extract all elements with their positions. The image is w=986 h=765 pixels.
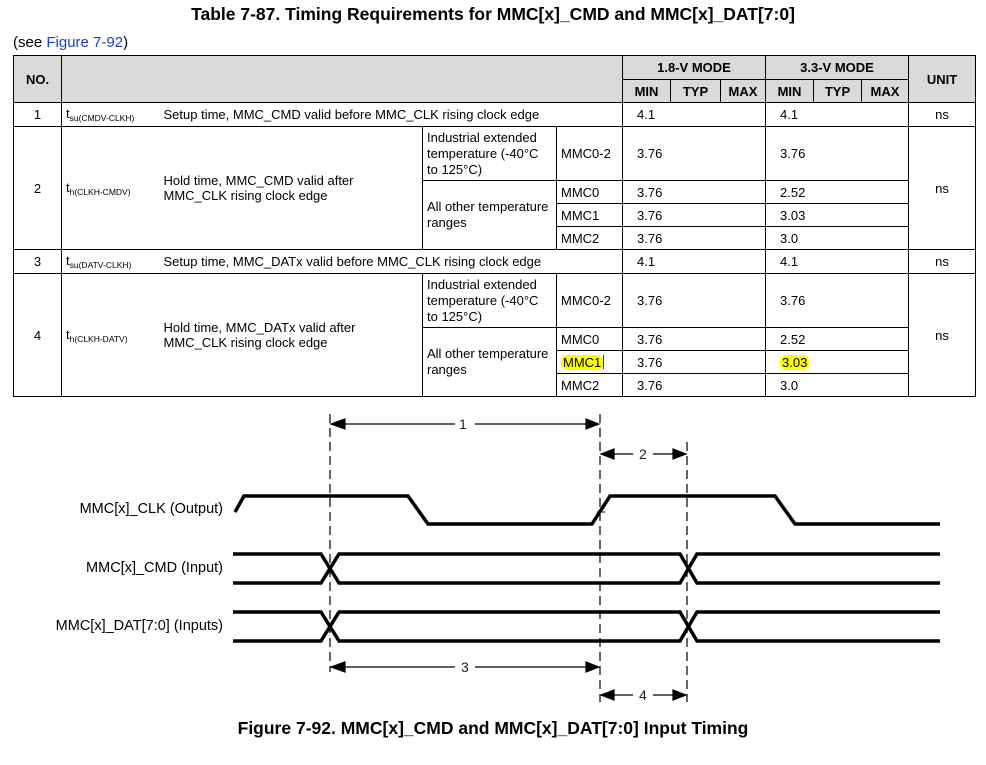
signal-label-cmd: MMC[x]_CMD (Input) xyxy=(86,560,223,576)
highlight-mark: MMC1 xyxy=(563,354,602,370)
header-min-18: MIN xyxy=(623,80,671,103)
max-33 xyxy=(862,328,909,351)
temp-range-other: All other temperature ranges xyxy=(423,181,557,250)
table-row xyxy=(14,103,976,127)
param-symbol: $t_{h(CLKH-DATV)}$ xyxy=(62,274,160,397)
marker-3: 3 xyxy=(461,659,469,675)
header-parameter xyxy=(62,56,623,103)
max-33 xyxy=(862,374,909,397)
min-33: 4.1 xyxy=(766,250,814,274)
max-18 xyxy=(721,181,766,204)
typ-33 xyxy=(814,204,862,227)
param-description: Setup time, MMC_CMD valid before MMC_CLK rising clock edge xyxy=(160,103,623,127)
min-18: 3.76 xyxy=(623,227,671,250)
max-18 xyxy=(721,374,766,397)
min-18: 3.76 xyxy=(623,351,671,374)
max-18 xyxy=(721,250,766,274)
max-18 xyxy=(721,127,766,181)
max-18 xyxy=(721,274,766,328)
max-33 xyxy=(862,227,909,250)
temp-range-industrial: Industrial extended temperature (-40°C to 125°C) xyxy=(423,274,557,328)
typ-33 xyxy=(814,274,862,328)
typ-33 xyxy=(814,103,862,127)
max-33 xyxy=(862,127,909,181)
typ-18 xyxy=(671,227,721,250)
reference-dashed-lines xyxy=(330,414,687,702)
table-title: Table 7-87. Timing Requirements for MMC[x]_CMD and MMC[x]_DAT[7:0] xyxy=(191,4,795,24)
param-description: Hold time, MMC_DATx valid after MMC_CLK rising clock edge xyxy=(160,274,423,397)
highlight-mark: 3.03 xyxy=(782,354,808,370)
param-description: Hold time, MMC_CMD valid after MMC_CLK rising clock edge xyxy=(160,127,423,250)
max-33 xyxy=(862,181,909,204)
see-figure-note xyxy=(13,34,128,51)
param-symbol: $t_{su(DATV-CLKH)}$ xyxy=(62,250,160,274)
timing-requirements-table xyxy=(13,55,976,397)
typ-33 xyxy=(814,181,862,204)
min-33: 3.0 xyxy=(766,374,814,397)
figure-link[interactable]: Figure 7-92 xyxy=(46,34,124,51)
header-max-18: MAX xyxy=(721,80,766,103)
signal-label-dat: MMC[x]_DAT[7:0] (Inputs) xyxy=(55,618,223,634)
typ-18 xyxy=(671,328,721,351)
typ-18 xyxy=(671,351,721,374)
header-typ-18: TYP xyxy=(671,80,721,103)
max-18 xyxy=(721,204,766,227)
clk-waveform xyxy=(235,496,940,524)
header-min-33: MIN xyxy=(766,80,814,103)
typ-18 xyxy=(671,127,721,181)
row-no: 2 xyxy=(14,127,62,250)
typ-33 xyxy=(814,328,862,351)
header-unit: UNIT xyxy=(909,56,976,103)
typ-33 xyxy=(814,250,862,274)
signal-label-clk: MMC[x]_CLK (Output) xyxy=(79,501,223,517)
min-33: 4.1 xyxy=(766,103,814,127)
instance: MMC0-2 xyxy=(557,274,623,328)
min-18: 3.76 xyxy=(623,127,671,181)
marker-1: 1 xyxy=(459,416,467,432)
dimension-arrows xyxy=(331,419,686,700)
table-row xyxy=(14,274,976,328)
header-1-8v-mode: 1.8-V MODE xyxy=(623,56,766,80)
min-33: 2.52 xyxy=(766,181,814,204)
temp-range-other: All other temperature ranges xyxy=(423,328,557,397)
max-18 xyxy=(721,351,766,374)
min-18: 3.76 xyxy=(623,274,671,328)
header-3-3v-mode: 3.3-V MODE xyxy=(766,56,909,80)
instance: MMC2 xyxy=(557,374,623,397)
marker-4: 4 xyxy=(639,687,647,703)
typ-18 xyxy=(671,204,721,227)
figure-caption: Figure 7-92. MMC[x]_CMD and MMC[x]_DAT[7:0] Input Timing xyxy=(237,718,749,738)
max-18 xyxy=(721,227,766,250)
marker-2: 2 xyxy=(639,446,647,462)
typ-18 xyxy=(671,250,721,274)
max-18 xyxy=(721,328,766,351)
unit: ns xyxy=(909,103,976,127)
min-33: 3.0 xyxy=(766,227,814,250)
min-18: 3.76 xyxy=(623,204,671,227)
instance: MMC2 xyxy=(557,227,623,250)
param-symbol: $t_{su(CMDV-CLKH)}$ xyxy=(62,103,160,127)
dat-waveform xyxy=(233,612,940,641)
instance: MMC0 xyxy=(557,328,623,351)
header-typ-33: TYP xyxy=(814,80,862,103)
min-33: 3.03 xyxy=(766,204,814,227)
instance: MMC1 xyxy=(557,204,623,227)
table-row xyxy=(14,127,976,181)
min-33: 3.76 xyxy=(766,127,814,181)
row-no: 4 xyxy=(14,274,62,397)
max-33 xyxy=(862,250,909,274)
instance: MMC0 xyxy=(557,181,623,204)
min-18: 4.1 xyxy=(623,250,671,274)
cmd-waveform xyxy=(233,554,940,583)
min-33: 3.76 xyxy=(766,274,814,328)
see-suffix: ) xyxy=(123,34,129,51)
header-no: NO. xyxy=(14,56,62,103)
min-33: 2.52 xyxy=(766,328,814,351)
typ-33 xyxy=(814,127,862,181)
row-no: 3 xyxy=(14,250,62,274)
see-prefix: (see xyxy=(13,34,47,51)
row-no: 1 xyxy=(14,103,62,127)
typ-33 xyxy=(814,374,862,397)
typ-33 xyxy=(814,351,862,374)
min-18: 4.1 xyxy=(623,103,671,127)
param-description: Setup time, MMC_DATx valid before MMC_CLK rising clock edge xyxy=(160,250,623,274)
header-max-33: MAX xyxy=(862,80,909,103)
max-33 xyxy=(862,351,909,374)
min-18: 3.76 xyxy=(623,181,671,204)
max-33 xyxy=(862,103,909,127)
max-33 xyxy=(862,274,909,328)
temp-range-industrial: Industrial extended temperature (-40°C to 125°C) xyxy=(423,127,557,181)
param-symbol: $t_{h(CLKH-CMDV)}$ xyxy=(62,127,160,250)
typ-33 xyxy=(814,227,862,250)
typ-18 xyxy=(671,274,721,328)
min-18: 3.76 xyxy=(623,374,671,397)
max-18 xyxy=(721,103,766,127)
table-row xyxy=(14,250,976,274)
typ-18 xyxy=(671,181,721,204)
unit: ns xyxy=(909,127,976,250)
min-33-highlighted xyxy=(766,351,814,374)
typ-18 xyxy=(671,374,721,397)
unit: ns xyxy=(909,250,976,274)
typ-18 xyxy=(671,103,721,127)
text-cursor xyxy=(603,355,604,369)
unit: ns xyxy=(909,274,976,397)
instance-highlighted[interactable] xyxy=(557,351,623,374)
max-33 xyxy=(862,204,909,227)
min-18: 3.76 xyxy=(623,328,671,351)
instance: MMC0-2 xyxy=(557,127,623,181)
